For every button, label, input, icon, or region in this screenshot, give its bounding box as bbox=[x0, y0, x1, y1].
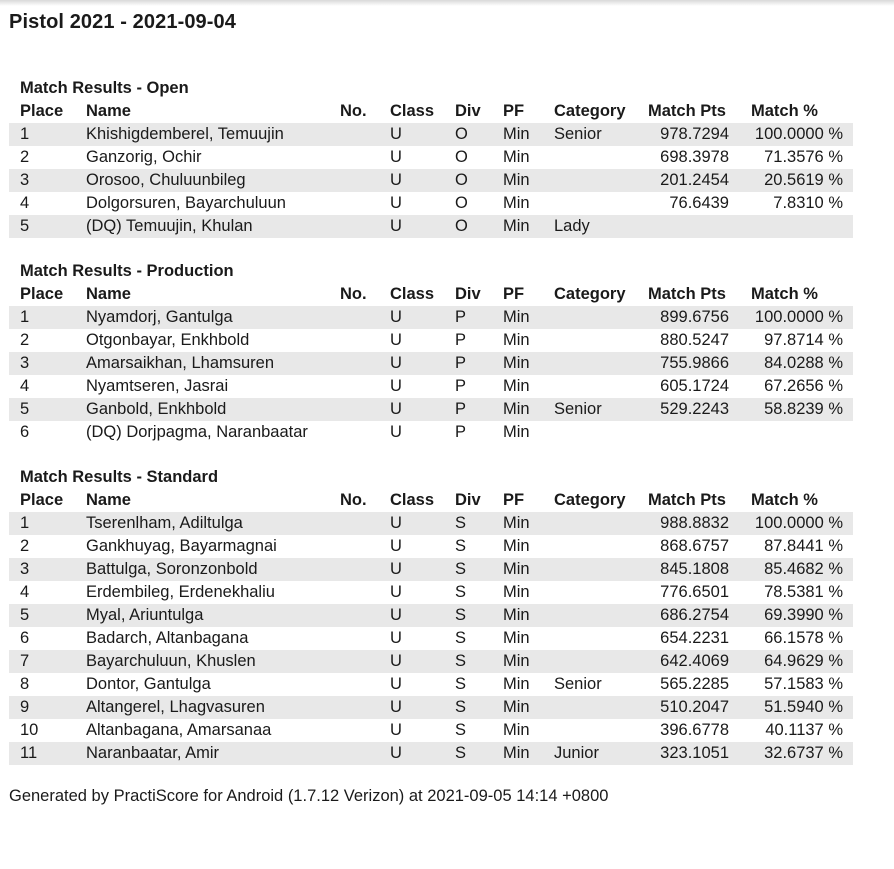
table-row bbox=[9, 719, 853, 742]
cell-pts: 755.9866 bbox=[660, 354, 729, 372]
table-row bbox=[9, 742, 853, 765]
column-header-div: Div bbox=[455, 491, 481, 509]
cell-name: Gankhuyag, Bayarmagnai bbox=[86, 537, 277, 555]
cell-category bbox=[554, 535, 648, 558]
footer-text: Generated by PractiScore for Android (1.7.12 Verizon) at 2021-09-05 14:14 +0800 bbox=[9, 787, 609, 805]
cell-place: 8 bbox=[20, 675, 30, 693]
cell-category bbox=[554, 604, 648, 627]
column-header-class: Class bbox=[390, 285, 435, 303]
table-row bbox=[9, 673, 853, 696]
table-row bbox=[9, 627, 853, 650]
cell-no bbox=[340, 192, 390, 215]
cell-pf: Min bbox=[503, 331, 530, 349]
cell-category: Senior bbox=[554, 125, 602, 143]
cell-place: 1 bbox=[20, 514, 30, 532]
cell-div: O bbox=[455, 148, 468, 166]
cell-pct: 84.0288 % bbox=[764, 354, 843, 372]
cell-pf: Min bbox=[503, 606, 530, 624]
column-header-name: Name bbox=[86, 102, 131, 120]
cell-category bbox=[554, 650, 648, 673]
cell-name: Bayarchuluun, Khuslen bbox=[86, 652, 256, 670]
cell-div: P bbox=[455, 308, 467, 326]
cell-pct: 66.1578 % bbox=[764, 629, 843, 647]
cell-name: Altanbagana, Amarsanaa bbox=[86, 721, 272, 739]
cell-div: P bbox=[455, 354, 467, 372]
cell-name: Amarsaikhan, Lhamsuren bbox=[86, 354, 275, 372]
cell-pf: Min bbox=[503, 629, 530, 647]
cell-place: 5 bbox=[20, 606, 30, 624]
cell-place: 4 bbox=[20, 583, 30, 601]
cell-no bbox=[340, 581, 390, 604]
cell-pts: 988.8832 bbox=[660, 514, 729, 532]
cell-name: Ganbold, Enkhbold bbox=[86, 400, 227, 418]
cell-class: U bbox=[390, 537, 402, 555]
cell-place: 2 bbox=[20, 148, 30, 166]
cell-no bbox=[340, 558, 390, 581]
cell-place: 3 bbox=[20, 171, 30, 189]
column-header-place: Place bbox=[20, 102, 64, 120]
column-header-name: Name bbox=[86, 491, 131, 509]
cell-pct: 67.2656 % bbox=[764, 377, 843, 395]
cell-pts: 323.1051 bbox=[660, 744, 729, 762]
cell-pts bbox=[648, 421, 729, 444]
table-header-row bbox=[9, 489, 853, 512]
table-row bbox=[9, 215, 853, 238]
cell-div: S bbox=[455, 606, 467, 624]
cell-div: P bbox=[455, 423, 467, 441]
table-row bbox=[9, 512, 853, 535]
table-row bbox=[9, 306, 853, 329]
cell-place: 4 bbox=[20, 377, 30, 395]
column-header-match-pts: Match Pts bbox=[648, 285, 726, 303]
cell-pf: Min bbox=[503, 171, 530, 189]
cell-category bbox=[554, 169, 648, 192]
cell-category: Senior bbox=[554, 400, 602, 418]
cell-name: Dolgorsuren, Bayarchuluun bbox=[86, 194, 286, 212]
cell-name: Nyamtseren, Jasrai bbox=[86, 377, 229, 395]
column-header-match-pct: Match % bbox=[751, 491, 818, 509]
cell-pf: Min bbox=[503, 354, 530, 372]
cell-pct: 57.1583 % bbox=[764, 675, 843, 693]
cell-place: 6 bbox=[20, 629, 30, 647]
cell-class: U bbox=[390, 423, 402, 441]
cell-name: Myal, Ariuntulga bbox=[86, 606, 204, 624]
table-row bbox=[9, 535, 853, 558]
cell-no bbox=[340, 696, 390, 719]
section-title: Match Results - Production bbox=[20, 262, 234, 280]
cell-pts: 529.2243 bbox=[660, 400, 729, 418]
table-row bbox=[9, 650, 853, 673]
cell-no bbox=[340, 421, 390, 444]
cell-pf: Min bbox=[503, 377, 530, 395]
cell-pct: 7.8310 % bbox=[773, 194, 843, 212]
column-header-pf: PF bbox=[503, 285, 525, 303]
table-row bbox=[9, 146, 853, 169]
table-row bbox=[9, 169, 853, 192]
cell-place: 4 bbox=[20, 194, 30, 212]
table-row bbox=[9, 375, 853, 398]
cell-class: U bbox=[390, 606, 402, 624]
cell-name: Nyamdorj, Gantulga bbox=[86, 308, 233, 326]
table-row bbox=[9, 329, 853, 352]
cell-pct: 64.9629 % bbox=[764, 652, 843, 670]
cell-pts: 776.6501 bbox=[660, 583, 729, 601]
cell-pts: 698.3978 bbox=[660, 148, 729, 166]
column-header-name: Name bbox=[86, 285, 131, 303]
cell-div: P bbox=[455, 331, 467, 349]
table-row bbox=[9, 352, 853, 375]
cell-class: U bbox=[390, 400, 402, 418]
cell-pts: 565.2285 bbox=[660, 675, 729, 693]
cell-pts: 845.1808 bbox=[660, 560, 729, 578]
table-row bbox=[9, 123, 853, 146]
cell-pts: 396.6778 bbox=[660, 721, 729, 739]
cell-pf: Min bbox=[503, 537, 530, 555]
cell-category bbox=[554, 696, 648, 719]
cell-pct: 100.0000 % bbox=[754, 514, 843, 532]
cell-class: U bbox=[390, 560, 402, 578]
cell-pts: 686.2754 bbox=[660, 606, 729, 624]
cell-no bbox=[340, 627, 390, 650]
cell-pct: 100.0000 % bbox=[754, 125, 843, 143]
cell-pts: 899.6756 bbox=[660, 308, 729, 326]
cell-div: P bbox=[455, 400, 467, 418]
cell-pf: Min bbox=[503, 583, 530, 601]
cell-pts: 642.4069 bbox=[660, 652, 729, 670]
cell-pct: 32.6737 % bbox=[764, 744, 843, 762]
column-header-match-pts: Match Pts bbox=[648, 491, 726, 509]
cell-pct: 100.0000 % bbox=[754, 308, 843, 326]
cell-place: 5 bbox=[20, 217, 30, 235]
cell-pf: Min bbox=[503, 514, 530, 532]
cell-no bbox=[340, 306, 390, 329]
section-title: Match Results - Standard bbox=[20, 468, 219, 486]
column-header-category: Category bbox=[554, 102, 626, 120]
cell-category bbox=[554, 719, 648, 742]
cell-name: Altangerel, Lhagvasuren bbox=[86, 698, 265, 716]
table-header-row bbox=[9, 100, 853, 123]
cell-pf: Min bbox=[503, 125, 530, 143]
cell-pf: Min bbox=[503, 308, 530, 326]
cell-div: S bbox=[455, 537, 467, 555]
cell-name: (DQ) Temuujin, Khulan bbox=[86, 217, 253, 235]
cell-pf: Min bbox=[503, 148, 530, 166]
cell-category bbox=[554, 192, 648, 215]
section-title: Match Results - Open bbox=[20, 79, 189, 97]
cell-pct bbox=[729, 421, 843, 444]
cell-div: O bbox=[455, 217, 468, 235]
cell-class: U bbox=[390, 194, 402, 212]
cell-class: U bbox=[390, 675, 402, 693]
cell-name: (DQ) Dorjpagma, Naranbaatar bbox=[86, 423, 308, 441]
cell-category: Lady bbox=[554, 217, 590, 235]
cell-no bbox=[340, 673, 390, 696]
cell-class: U bbox=[390, 354, 402, 372]
column-header-pf: PF bbox=[503, 102, 525, 120]
cell-no bbox=[340, 352, 390, 375]
column-header-match-pct: Match % bbox=[751, 102, 818, 120]
cell-name: Battulga, Soronzonbold bbox=[86, 560, 258, 578]
cell-pts: 510.2047 bbox=[660, 698, 729, 716]
cell-pts: 978.7294 bbox=[660, 125, 729, 143]
cell-no bbox=[340, 146, 390, 169]
cell-name: Erdembileg, Erdenekhaliu bbox=[86, 583, 275, 601]
cell-no bbox=[340, 604, 390, 627]
cell-place: 11 bbox=[20, 744, 38, 762]
cell-div: P bbox=[455, 377, 467, 395]
cell-pf: Min bbox=[503, 698, 530, 716]
cell-category bbox=[554, 329, 648, 352]
column-header-class: Class bbox=[390, 491, 435, 509]
cell-place: 3 bbox=[20, 560, 30, 578]
cell-no bbox=[340, 123, 390, 146]
column-header-div: Div bbox=[455, 285, 481, 303]
cell-pct: 20.5619 % bbox=[764, 171, 843, 189]
cell-pf: Min bbox=[503, 400, 530, 418]
cell-class: U bbox=[390, 217, 402, 235]
cell-name: Orosoo, Chuluunbileg bbox=[86, 171, 246, 189]
cell-pct: 97.8714 % bbox=[764, 331, 843, 349]
cell-no bbox=[340, 398, 390, 421]
table-row bbox=[9, 696, 853, 719]
cell-pct: 58.8239 % bbox=[764, 400, 843, 418]
cell-pts: 76.6439 bbox=[669, 194, 729, 212]
cell-name: Dontor, Gantulga bbox=[86, 675, 211, 693]
cell-pct: 85.4682 % bbox=[764, 560, 843, 578]
cell-no bbox=[340, 375, 390, 398]
cell-div: S bbox=[455, 583, 467, 601]
cell-div: S bbox=[455, 675, 467, 693]
cell-place: 1 bbox=[20, 125, 30, 143]
cell-div: S bbox=[455, 698, 467, 716]
cell-category bbox=[554, 421, 648, 444]
table-row bbox=[9, 421, 853, 444]
cell-pct: 51.5940 % bbox=[764, 698, 843, 716]
cell-category: Junior bbox=[554, 744, 599, 762]
column-header-div: Div bbox=[455, 102, 481, 120]
column-header-match-pts: Match Pts bbox=[648, 102, 726, 120]
cell-place: 10 bbox=[20, 721, 39, 739]
page-title: Pistol 2021 - 2021-09-04 bbox=[9, 11, 236, 33]
cell-place: 2 bbox=[20, 537, 30, 555]
cell-pct: 78.5381 % bbox=[764, 583, 843, 601]
cell-pts: 605.1724 bbox=[660, 377, 729, 395]
cell-pf: Min bbox=[503, 721, 530, 739]
cell-no bbox=[340, 719, 390, 742]
cell-pts: 880.5247 bbox=[660, 331, 729, 349]
table-row bbox=[9, 581, 853, 604]
cell-div: O bbox=[455, 171, 468, 189]
results-section bbox=[9, 466, 853, 765]
column-header-place: Place bbox=[20, 285, 64, 303]
cell-class: U bbox=[390, 308, 402, 326]
cell-div: O bbox=[455, 194, 468, 212]
cell-name: Otgonbayar, Enkhbold bbox=[86, 331, 250, 349]
cell-place: 7 bbox=[20, 652, 30, 670]
table-row bbox=[9, 604, 853, 627]
column-header-pf: PF bbox=[503, 491, 525, 509]
cell-class: U bbox=[390, 721, 402, 739]
column-header-category: Category bbox=[554, 491, 626, 509]
column-header-no: No. bbox=[340, 491, 367, 509]
cell-pct: 40.1137 % bbox=[765, 721, 843, 739]
cell-category bbox=[554, 558, 648, 581]
cell-name: Badarch, Altanbagana bbox=[86, 629, 249, 647]
column-header-match-pct: Match % bbox=[751, 285, 818, 303]
cell-div: S bbox=[455, 652, 467, 670]
cell-pf: Min bbox=[503, 217, 530, 235]
column-header-no: No. bbox=[340, 285, 367, 303]
table-row bbox=[9, 192, 853, 215]
cell-pf: Min bbox=[503, 423, 530, 441]
cell-div: S bbox=[455, 629, 467, 647]
cell-category bbox=[554, 512, 648, 535]
cell-class: U bbox=[390, 652, 402, 670]
cell-class: U bbox=[390, 698, 402, 716]
cell-class: U bbox=[390, 514, 402, 532]
cell-div: O bbox=[455, 125, 468, 143]
cell-name: Naranbaatar, Amir bbox=[86, 744, 219, 762]
results-section bbox=[9, 77, 853, 238]
cell-pts: 868.6757 bbox=[660, 537, 729, 555]
cell-pf: Min bbox=[503, 744, 530, 762]
cell-div: S bbox=[455, 721, 467, 739]
cell-pf: Min bbox=[503, 560, 530, 578]
cell-class: U bbox=[390, 377, 402, 395]
cell-class: U bbox=[390, 125, 402, 143]
cell-category bbox=[554, 581, 648, 604]
column-header-category: Category bbox=[554, 285, 626, 303]
cell-class: U bbox=[390, 744, 402, 762]
cell-pct bbox=[729, 215, 843, 238]
cell-place: 9 bbox=[20, 698, 30, 716]
cell-class: U bbox=[390, 148, 402, 166]
cell-pct: 71.3576 % bbox=[764, 148, 843, 166]
cell-category bbox=[554, 375, 648, 398]
cell-place: 2 bbox=[20, 331, 30, 349]
cell-no bbox=[340, 329, 390, 352]
cell-no bbox=[340, 742, 390, 765]
column-header-class: Class bbox=[390, 102, 435, 120]
cell-class: U bbox=[390, 171, 402, 189]
top-shadow-bar bbox=[0, 0, 894, 6]
cell-place: 3 bbox=[20, 354, 30, 372]
column-header-no: No. bbox=[340, 102, 367, 120]
cell-pf: Min bbox=[503, 194, 530, 212]
cell-pts bbox=[648, 215, 729, 238]
cell-place: 5 bbox=[20, 400, 30, 418]
table-header-row bbox=[9, 283, 853, 306]
cell-category: Senior bbox=[554, 675, 602, 693]
cell-place: 1 bbox=[20, 308, 30, 326]
cell-pct: 87.8441 % bbox=[764, 537, 843, 555]
cell-div: S bbox=[455, 744, 467, 762]
cell-name: Ganzorig, Ochir bbox=[86, 148, 202, 166]
cell-div: S bbox=[455, 560, 467, 578]
cell-no bbox=[340, 169, 390, 192]
cell-pf: Min bbox=[503, 652, 530, 670]
results-section bbox=[9, 260, 853, 444]
cell-class: U bbox=[390, 629, 402, 647]
cell-pts: 201.2454 bbox=[660, 171, 729, 189]
table-row bbox=[9, 558, 853, 581]
cell-place: 6 bbox=[20, 423, 30, 441]
cell-name: Khishigdemberel, Temuujin bbox=[86, 125, 284, 143]
cell-category bbox=[554, 306, 648, 329]
table-row bbox=[9, 398, 853, 421]
cell-pts: 654.2231 bbox=[660, 629, 729, 647]
cell-no bbox=[340, 512, 390, 535]
cell-class: U bbox=[390, 331, 402, 349]
cell-pf: Min bbox=[503, 675, 530, 693]
column-header-place: Place bbox=[20, 491, 64, 509]
cell-category bbox=[554, 146, 648, 169]
cell-name: Tserenlham, Adiltulga bbox=[86, 514, 243, 532]
cell-div: S bbox=[455, 514, 467, 532]
cell-category bbox=[554, 352, 648, 375]
cell-no bbox=[340, 535, 390, 558]
cell-category bbox=[554, 627, 648, 650]
cell-no bbox=[340, 215, 390, 238]
cell-pct: 69.3990 % bbox=[764, 606, 843, 624]
cell-no bbox=[340, 650, 390, 673]
cell-class: U bbox=[390, 583, 402, 601]
